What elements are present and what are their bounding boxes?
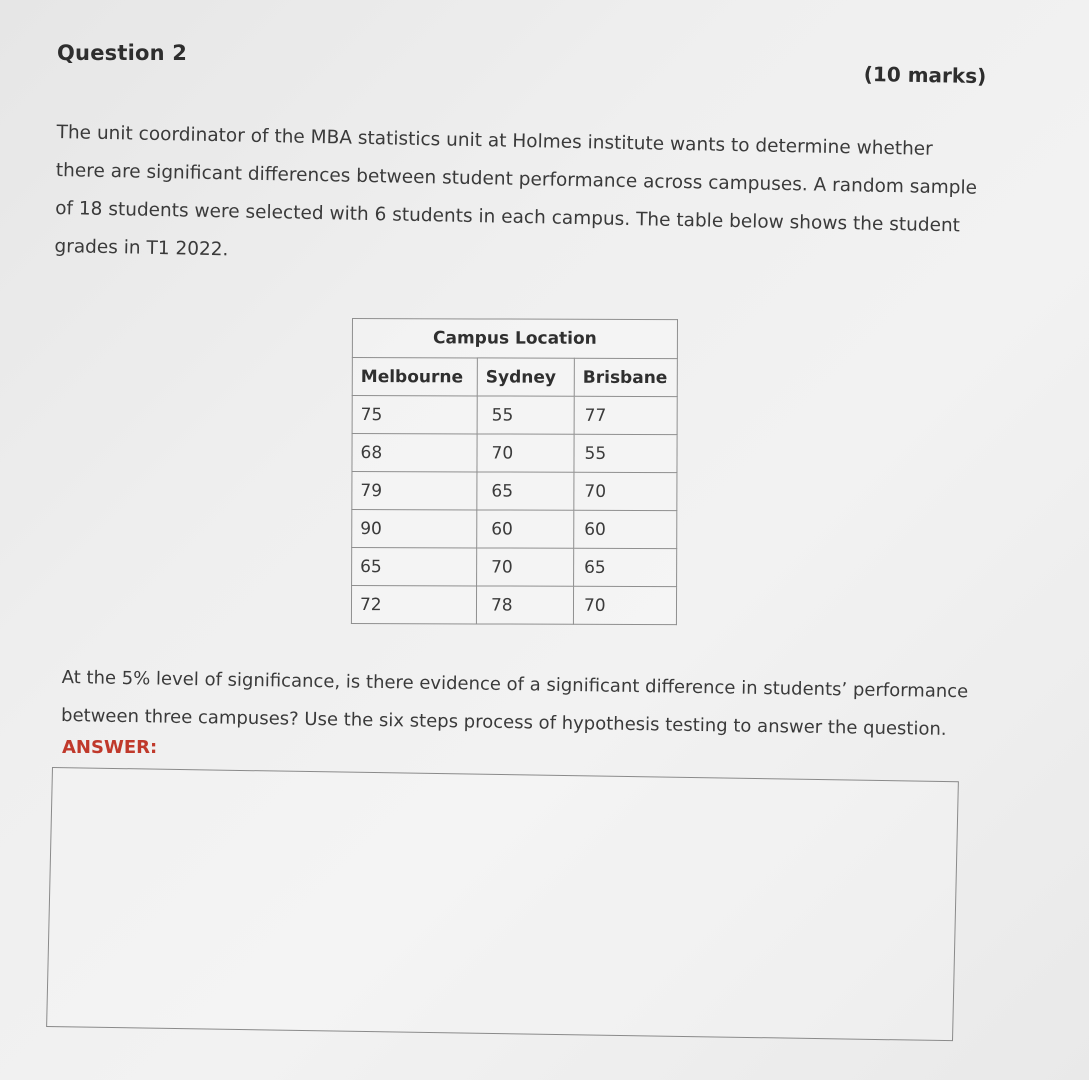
intro-line: of 18 students were selected with 6 students in each campus. The table below shows the student bbox=[54, 197, 961, 237]
cell-sydney: 70 bbox=[477, 548, 574, 586]
answer-input-box[interactable] bbox=[46, 767, 959, 1041]
table-row bbox=[352, 434, 677, 473]
answer-label: ANSWER: bbox=[62, 737, 158, 758]
cell-melbourne: 90 bbox=[352, 510, 477, 548]
cell-brisbane: 77 bbox=[574, 396, 677, 434]
table-row bbox=[351, 586, 676, 625]
intro-line: grades in T1 2022. bbox=[54, 235, 229, 261]
cell-brisbane: 65 bbox=[574, 548, 677, 586]
table-row bbox=[352, 548, 677, 587]
grades-table bbox=[351, 318, 678, 625]
cell-sydney: 55 bbox=[477, 396, 574, 434]
cell-melbourne: 79 bbox=[352, 472, 477, 510]
campus-location-header: Campus Location bbox=[352, 319, 677, 359]
question-prompt bbox=[61, 659, 967, 749]
prompt-line: At the 5% level of significance, is there evidence of a significant difference in students’ performance bbox=[61, 666, 969, 703]
cell-sydney: 60 bbox=[477, 510, 574, 548]
cell-melbourne: 65 bbox=[352, 548, 477, 586]
cell-brisbane: 70 bbox=[574, 472, 677, 510]
column-header-melbourne: Melbourne bbox=[352, 358, 477, 396]
table-row bbox=[352, 510, 677, 549]
cell-sydney: 65 bbox=[477, 472, 574, 510]
prompt-line: between three campuses? Use the six steps process of hypothesis testing to answer the question. bbox=[60, 704, 947, 740]
cell-melbourne: 72 bbox=[351, 586, 476, 624]
column-header-row bbox=[352, 358, 677, 397]
group-header-row bbox=[352, 319, 677, 359]
column-header-sydney: Sydney bbox=[477, 358, 574, 396]
cell-brisbane: 70 bbox=[573, 586, 676, 624]
intro-line: there are significant differences between student performance across campuses. A random sample bbox=[55, 159, 978, 199]
table-row bbox=[352, 472, 677, 511]
cell-melbourne: 68 bbox=[352, 434, 477, 472]
cell-sydney: 78 bbox=[476, 586, 573, 624]
cell-sydney: 70 bbox=[477, 434, 574, 472]
grades-table-container bbox=[351, 318, 680, 625]
question-intro bbox=[54, 114, 987, 284]
cell-brisbane: 55 bbox=[574, 434, 677, 472]
cell-brisbane: 60 bbox=[574, 510, 677, 548]
column-header-brisbane: Brisbane bbox=[574, 358, 677, 396]
question-title: Question 2 bbox=[57, 41, 188, 65]
question-marks: (10 marks) bbox=[863, 62, 987, 89]
intro-line: The unit coordinator of the MBA statistics unit at Holmes institute wants to determine whether bbox=[56, 121, 933, 160]
table-row bbox=[352, 396, 677, 435]
cell-melbourne: 75 bbox=[352, 396, 477, 434]
